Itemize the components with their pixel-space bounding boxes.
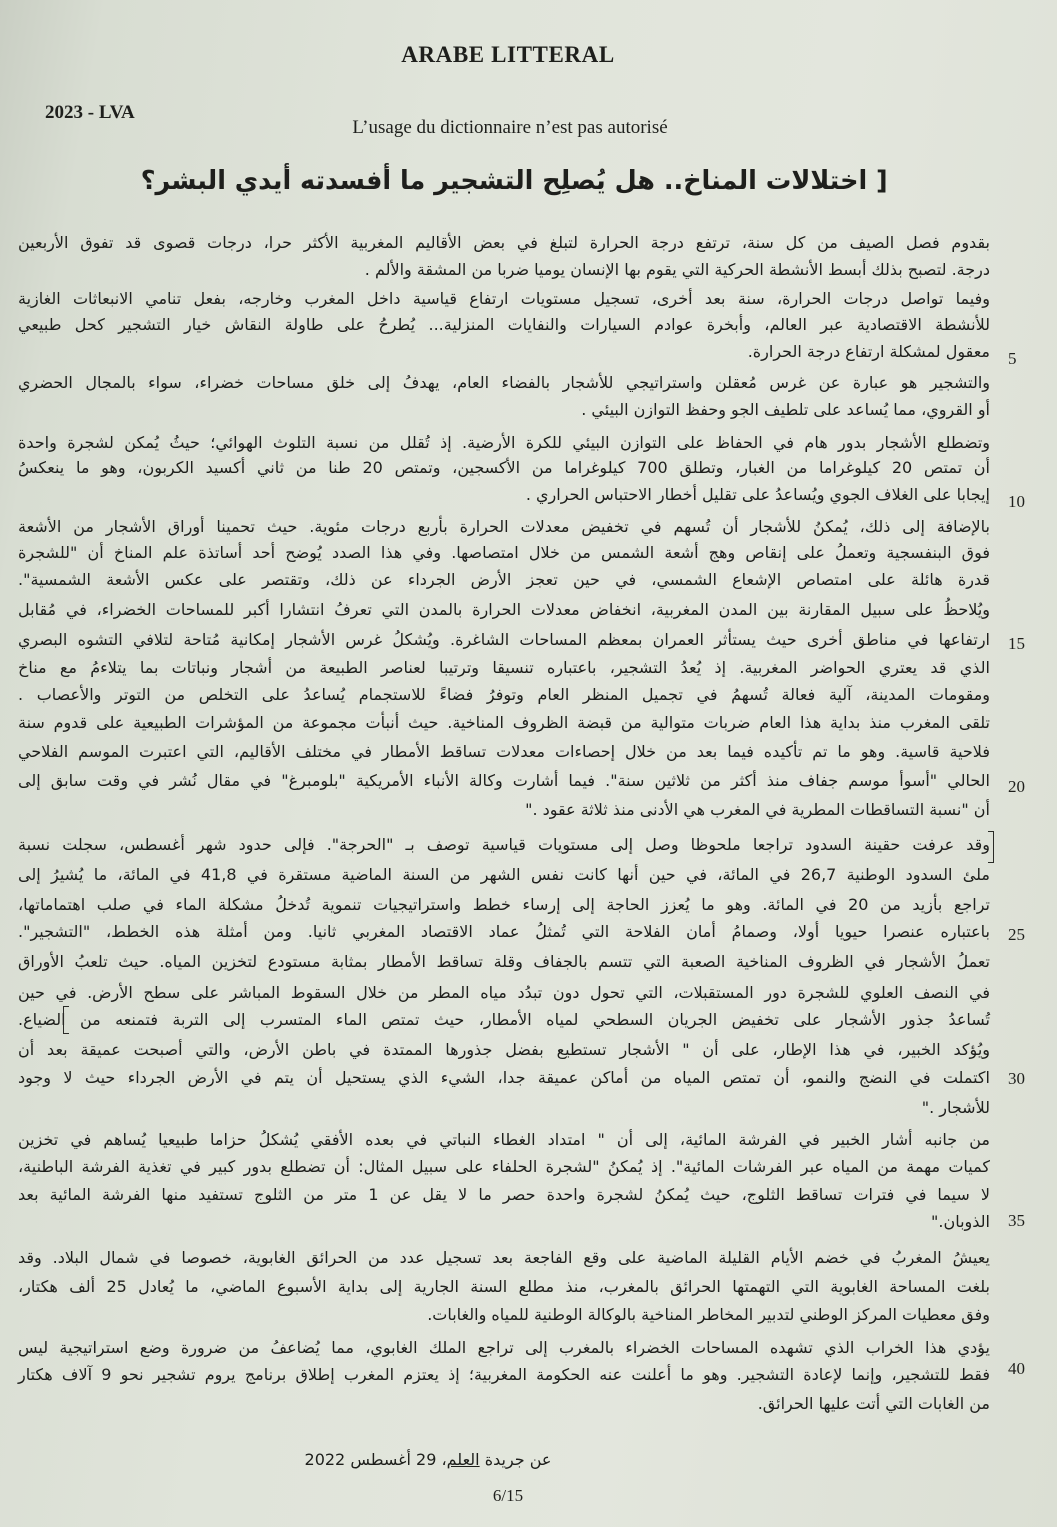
line-number: 40 (1008, 1359, 1025, 1378)
text-line-content: فوق البنفسجية وتعملُ على إنقاص وهج أشعة الشمس من خلال امتصاصها. وفي هذا الصدد يُوضح أحد أساتذة علم المناخ أن "للشجرة (18, 543, 990, 562)
line-number: 10 (1008, 492, 1025, 511)
passage-bracket-close (63, 1006, 69, 1034)
line-number: 15 (1008, 634, 1025, 653)
dictionary-notice: L’usage du dictionnaire n’est pas autorisé (352, 117, 668, 138)
text-line-content: للأشجار ." (921, 1098, 990, 1117)
text-line-content: درجة. لتصبح بذلك أبسط الأنشطة الحركية التي يقوم بها الإنسان يوميا ضربا من المشقة والألم . (364, 260, 990, 279)
text-line-content: معقول لمشكلة ارتفاع درجة الحرارة. (747, 342, 990, 361)
text-line-content: ويُؤكد الخبير، في هذا الإطار، على أن " الأشجار تستطيع بفضل جذورها الممتدة في باطن الأرض، والتي أصبحت عميقة بعد أن (18, 1040, 990, 1059)
text-line-content: باعتباره عنصرا حيويا أولا، وصمامُ أمان الفلاحة التي تُمثلُ عماد الاقتصاد المغربي ثانيا. ومن أمثلة هذه الخطط، "التشجير". (18, 922, 990, 941)
exam-code: 2023 - LVA (45, 102, 135, 123)
text-line-content: إيجابا على الغلاف الجوي ويُساعدُ على تقليل أخطار الاحتباس الحراري . (525, 485, 990, 504)
text-line-content: وفيما تواصل درجات الحرارة، سنة بعد أخرى، تسجيل مستويات ارتفاع قياسية داخل المغرب وخارجه، بفعل تنامي الانبعاثات الغازية (18, 289, 990, 308)
text-line-content: لا سيما في فترات تساقط الثلوج، حيث يُمكنُ لشجرة واحدة حصر ما لا يقل عن 1 متر من الثلوج تستفيد منها الفرشة المائية بعد (18, 1185, 990, 1204)
text-line-content: قدرة هائلة على امتصاص الإشعاع الشمسي، في حين تعجز الأرض الجرداء عن ذلك، وتقتصر على عكس الأشعة الشمسية". (18, 570, 990, 589)
passage-bracket-open (988, 831, 994, 863)
line-number: 25 (1008, 925, 1025, 944)
text-line-content: تُساعدُ جذور الأشجار على تخفيض الجريان السطحي لمياه الأمطار، حيث تمتص الماء المتسرب إلى التربة فتمنعه من الضياع. (18, 1010, 990, 1029)
text-line-content: وقد عرفت حقينة السدود تراجعا ملحوظا وصل إلى مستويات قياسية توصف بـ "الحرجة". فإلى حدود شهر أغسطس، سجلت نسبة (18, 835, 990, 854)
line-number: 5 (1008, 349, 1017, 368)
line-number: 35 (1008, 1211, 1025, 1230)
text-line-content: ويُلاحظُ على سبيل المقارنة بين المدن المغربية، انخفاض معدلات الحرارة بالمدن التي تعرفُ انتشارا أكبر للمساحات الخضراء، في مُقابل (18, 600, 990, 619)
text-line-content: والتشجير هو عبارة عن غرس مُعقلن واستراتيجي للأشجار بالفضاء العام، يهدفُ إلى خلق مساحات خضراء، سواء بالمجال الحضري (18, 373, 990, 392)
text-line-content: ومقومات المدينة، آلية فعالة تُسهمُ في تجميل المنظر العام وتوفرُ فضاءً للاستجمام يُساعدُ على التخلص من التوتر والأعصاب . (18, 685, 990, 704)
text-line-content: الذي قد يعتري الحواضر المغربية. إذ يُعدُ التشجير، باعتباره تنسيقا وترتيبا لعناصر الطبيعة من أشجار ونباتات بما يتلاءمُ مع مناخ (18, 658, 990, 677)
article-title: [ اختلالات المناخ.. هل يُصلِح التشجير ما أفسدته أيدي البشر؟ (140, 166, 888, 196)
text-line-content: أن "نسبة التساقطات المطرية في المغرب هي الأدنى منذ ثلاثة عقود ." (525, 800, 990, 819)
text-line-content: بالإضافة إلى ذلك، يُمكنُ للأشجار أن تُسهم في تخفيض معدلات الحرارة بأربع درجات مئوية. حيث تحمينا أوراق الأشجار من الأشعة (18, 517, 990, 536)
text-line-content: للأنشطة الاقتصادية عبر العالم، وأبخرة عوادم السيارات والنفايات المنزلية... يُطرحُ على طاولة النقاش خيار التشجير كحل طبيعي (18, 315, 990, 334)
text-line-content: بلغت المساحة الغابوية التي التهمتها الحرائق بالمغرب، منذ مطلع السنة الجارية إلى بداية الأسبوع الماضي، ما يُعادل 25 ألف هكتار، (17, 1277, 990, 1296)
text-line-content: من جانبه أشار الخبير في الفرشة المائية، إلى أن " امتداد الغطاء النباتي في بعده الأفقي يُشكلُ حزاما طبيعيا يُساهم في تخزين (18, 1130, 990, 1149)
source-prefix: عن جريدة (484, 1450, 552, 1469)
text-line-content: يعيشُ المغربُ في خضم الأيام القليلة الماضية على وقع الفاجعة بعد تسجيل عدد من الحرائق الغابوية، خصوصا في شمال البلاد. وقد (18, 1248, 990, 1267)
article-source (268, 1450, 588, 1469)
text-line-content: ملئ السدود الوطنية 26,7 في المائة، في حين أنها كانت نفس الشهر من السنة الماضية مستقرة في 41,8 في المائة، ما يُشيرُ إلى (18, 865, 990, 884)
text-line-content: أن تمتص 20 كيلوغراما من الغبار، وتطلق 700 كيلوغراما من الأكسجين، وتمتص 20 طنا من ثاني أكسيد الكربون، وهو ما ينعكسُ (17, 458, 990, 477)
subject-heading: ARABE LITTERAL (401, 42, 615, 67)
text-line-content: وتضطلع الأشجار بدور هام في الحفاظ على التوازن البيئي للكرة الأرضية. إذ تُقلل من نسبة التلوث الهوائي؛ حيثُ يُمكن لشجرة واحدة (18, 433, 990, 452)
text-line-content: بقدوم فصل الصيف من كل سنة، ترتفع درجة الحرارة لتبلغ في بعض الأقاليم المغربية الأكثر حرا، درجات قصوى قد تفوق الأربعين (18, 233, 990, 252)
text-line-content: من الغابات التي أتت عليها الحرائق. (757, 1394, 990, 1413)
text-line-content: أو القروي، مما يُساعد على تلطيف الجو وحفظ التوازن البيئي . (581, 400, 990, 419)
text-line-content: يؤدي هذا الخراب الذي تشهده المساحات الخضراء بالمغرب إلى تراجع الملك الغابوي، مما يُضاعفُ من ضرورة وضع استراتيجية ليس (18, 1338, 990, 1357)
source-newspaper: العلم (446, 1450, 480, 1469)
text-line-content: الحالي "أسوأ موسم جفاف منذ أكثر من ثلاثين سنة". فيما أشارت وكالة الأنباء الأمريكية "بلومبرغ" في مقال نُشر في وقت سابق إلى (18, 771, 990, 790)
text-line-content: وفق معطيات المركز الوطني لتدبير المخاطر المناخية بالوكالة الوطنية للمياه والغابات. (427, 1305, 990, 1324)
text-line-content: فقط للتشجير، وإنما لإعادة التشجير. وهو ما أعلنت عنه الحكومة المغربية؛ إذ يعتزم المغرب إطلاق برنامج يروم تشجير نحو 9 آلاف هكتار (17, 1365, 990, 1384)
text-line-content: اكتملت في النضج والنمو، أن تمتص المياه من أماكن عميقة جدا، الشيء الذي يستحيل أن يتم في الأرض الجرداء حيث لا وجود (18, 1068, 990, 1087)
line-number: 20 (1008, 777, 1025, 796)
text-line-content: تعملُ الأشجار في الظروف المناخية الصعبة التي تتسم بالجفاف وقلة تساقط الأمطار بمثابة مستودع لتخزين المياه. حيث تلعبُ الأوراق (18, 952, 990, 971)
source-date: ، 29 أغسطس 2022 (304, 1450, 447, 1469)
text-line-content: كميات مهمة من المياه عبر الفرشات المائية". إذ يُمكنُ "لشجرة الحلفاء على سبيل المثال: أن تضطلع بدور كبير في تغذية الفرشة الباطنية، (18, 1157, 990, 1176)
line-number: 30 (1008, 1069, 1025, 1088)
text-line-content: تراجع بأزيد من 20 في المائة. وهو ما يُعزز الحاجة إلى إرساء خطط واستراتيجيات تنموية تُدخلُ مشكلة الماء في صلب اهتماماتها، (18, 895, 990, 914)
text-line-content: في النصف العلوي للشجرة دور المستقبلات، التي تحول دون تبدُد مياه المطر من خلال السقوط المباشر على سطح الأرض. في حين (18, 983, 990, 1002)
text-line-content: تلقى المغرب منذ بداية هذا العام ضربات متوالية من قبضة الظروف المناخية. حيث أنبأت مجموعة من المؤشرات الطبيعية على قدوم سنة (18, 713, 990, 732)
page-number: 6/15 (492, 1486, 524, 1505)
text-line-content: الذوبان." (931, 1212, 990, 1231)
text-line-content: فلاحية قاسية. وهو ما تم تأكيده فيما بعد من خلال إحصاءات معدلات تساقط الأمطار في مختلف الأقاليم، التي اعتبرت الموسم الفلاحي (18, 742, 990, 761)
text-line-content: ارتفاعها في مناطق أخرى حيث يستأثر العمران بمعظم المساحات الشاغرة. ويُشكلُ غرس الأشجار إمكانية مُتاحة لتلافي التشوه البصري (18, 630, 990, 649)
